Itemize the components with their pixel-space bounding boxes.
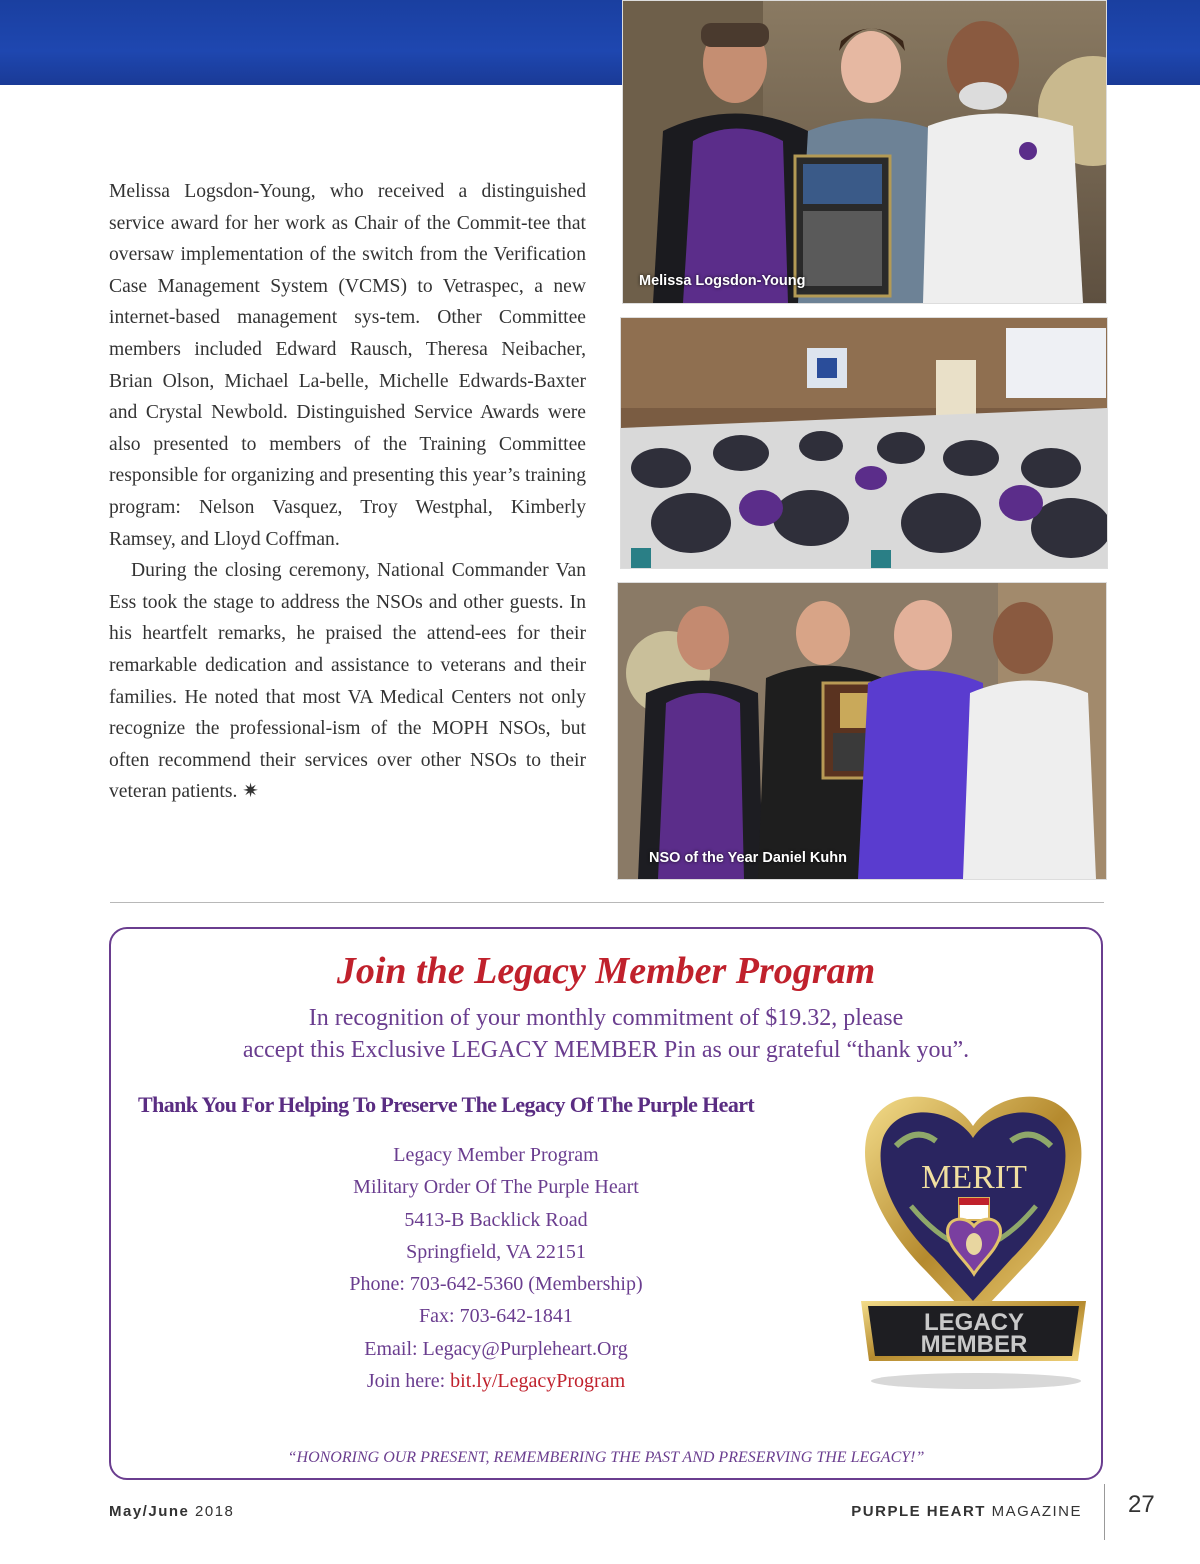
address-line-city: Springfield, VA 22151 <box>406 1240 586 1263</box>
article-text <box>109 176 586 808</box>
legacy-member-box <box>109 927 1103 1480</box>
address-line-program: Legacy Member Program <box>393 1144 599 1166</box>
photo-nso-of-the-year <box>617 582 1107 880</box>
legacy-subtitle-line-2: accept this Exclusive LEGACY MEMBER Pin as our grateful “thank you”. <box>242 1037 970 1063</box>
photo-melissa-logsdon-young <box>622 0 1107 304</box>
address-line-join <box>221 1365 771 1397</box>
footer-magazine-rest: MAGAZINE <box>991 1503 1082 1520</box>
footer-issue-date <box>109 1503 234 1520</box>
address-line-email[interactable]: Email: Legacy@Purpleheart.Org <box>364 1337 628 1360</box>
address-line-fax: Fax: 703-642-1841 <box>419 1305 573 1328</box>
address-line-organization: Military Order Of The Purple Heart <box>353 1176 639 1199</box>
join-link[interactable]: bit.ly/LegacyProgram <box>450 1370 626 1393</box>
photo-1-caption: Melissa Logsdon-Young <box>639 273 806 289</box>
article-paragraph-2-text: During the closing ceremony, National Commander Van Ess took the stage to address the NSOs and other guests. In his heartfelt remarks, he praised the attend-ees for their remarkable dedication and assistance to veterans and their families. He noted that most VA Medical Centers not only recognize the professional-ism of the MOPH NSOs, but often recommend their services over other NSOs to their veteran patients. <box>109 560 586 803</box>
legacy-motto: “HONORING OUR PRESENT, REMEMBERING THE PAST AND PRESERVING THE LEGACY!” <box>287 1449 925 1466</box>
section-divider <box>110 902 1104 903</box>
footer-issue-month: May/June <box>109 1503 190 1520</box>
photo-3-caption: NSO of the Year Daniel Kuhn <box>649 850 847 866</box>
join-label: Join here: <box>366 1370 451 1393</box>
photo-conference-room <box>620 317 1108 569</box>
photo-3-image <box>618 583 1106 879</box>
page-number: 27 <box>1128 1491 1155 1518</box>
footer-magazine-bold: PURPLE HEART <box>851 1503 986 1520</box>
article-paragraph-1: Melissa Logsdon-Young, who received a distinguished service award for her work as Chair of the Commit-tee that oversaw implementation of the switch from the Verification Case Management System (VCMS) to Vetraspec, a new internet-based management sys-tem. Other Committee members included Edward Rausch, Theresa Neibacher, Brian Olson, Michael La-belle, Michelle Edwards-Baxter and Crystal Newbold. Distinguished Service Awards were also presented to members of the Training Committee responsible for organizing and presenting this year’s training program: Nelson Vasquez, Troy Westphal, Kimberly Ramsey, and Lloyd Coffman. <box>109 181 586 550</box>
pin-text-bottom-2: MEMBER <box>920 1331 1028 1358</box>
legacy-title: Join the Legacy Member Program <box>336 950 876 992</box>
legacy-subtitle-line-1: In recognition of your monthly commitment of $19.32, please <box>308 1005 904 1031</box>
legacy-thanks-heading: Thank You For Helping To Preserve The Legacy Of The Purple Heart <box>138 1092 755 1117</box>
address-line-street: 5413-B Backlick Road <box>404 1208 588 1231</box>
legacy-address-block <box>221 1139 771 1397</box>
footer-divider <box>1104 1484 1105 1540</box>
pin-text-bottom-1: LEGACY <box>923 1309 1025 1336</box>
address-line-phone: Phone: 703-642-5360 (Membership) <box>349 1273 643 1296</box>
photo-2-image <box>621 318 1107 568</box>
legacy-member-pin-image <box>856 1086 1091 1391</box>
end-mark-icon: ✷ <box>242 781 259 803</box>
footer-issue-year: 2018 <box>195 1503 235 1520</box>
pin-text-top: MERIT <box>921 1159 1027 1196</box>
footer-magazine-name <box>851 1503 1082 1520</box>
photo-1-image <box>623 1 1106 303</box>
article-paragraph-2 <box>109 555 586 808</box>
